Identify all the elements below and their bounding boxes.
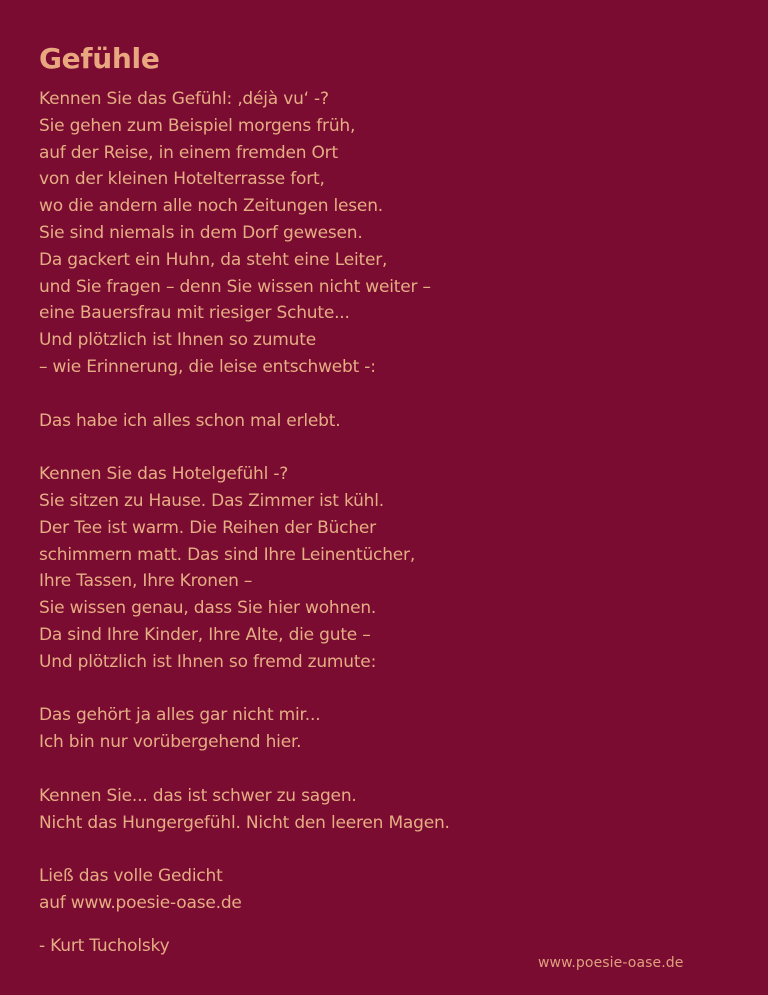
- poem-line: Sie gehen zum Beispiel morgens früh,: [39, 115, 356, 136]
- poem-line: auf der Reise, in einem fremden Ort: [39, 142, 338, 163]
- poem-stanza: [39, 863, 729, 917]
- poem-line: Ließ das volle Gedicht: [39, 866, 223, 887]
- poem-line: Und plötzlich ist Ihnen so zumute: [39, 330, 316, 351]
- poem-line: Ich bin nur vorübergehend hier.: [39, 732, 302, 753]
- poem-line: Der Tee ist warm. Die Reihen der Bücher: [39, 517, 376, 538]
- poem-line: und Sie fragen – denn Sie wissen nicht weiter –: [39, 276, 431, 297]
- poem-line: Das habe ich alles schon mal erlebt.: [39, 410, 341, 431]
- footer-website-url[interactable]: www.poesie-oase.de: [538, 955, 684, 971]
- poem-line: – wie Erinnerung, die leise entschwebt -:: [39, 356, 376, 377]
- poem-line: schimmern matt. Das sind Ihre Leinentücher,: [39, 544, 416, 565]
- poem-stanza: [39, 408, 729, 435]
- poem-line: Nicht das Hungergefühl. Nicht den leeren Magen.: [39, 812, 450, 833]
- poem-line: Kennen Sie... das ist schwer zu sagen.: [39, 785, 357, 806]
- poem-stanza: [39, 702, 729, 756]
- poem-line: Da sind Ihre Kinder, Ihre Alte, die gute –: [39, 624, 371, 645]
- poem-stanza: [39, 461, 729, 675]
- poem-stanza: [39, 783, 729, 837]
- poem-line: Das gehört ja alles gar nicht mir...: [39, 705, 321, 726]
- poem-author: - Kurt Tucholsky: [39, 936, 170, 956]
- poem-line: von der kleinen Hotelterrasse fort,: [39, 169, 325, 190]
- poem-line: auf www.poesie-oase.de: [39, 892, 242, 913]
- poem-line: Da gackert ein Huhn, da steht eine Leiter,: [39, 249, 388, 270]
- poem-line: wo die andern alle noch Zeitungen lesen.: [39, 196, 383, 217]
- poem-line: Und plötzlich ist Ihnen so fremd zumute:: [39, 651, 377, 672]
- poem-stanza: [39, 86, 729, 381]
- poem-title: Gefühle: [39, 42, 160, 75]
- poem-line: Sie sind niemals in dem Dorf gewesen.: [39, 222, 363, 243]
- poem-card: [39, 43, 729, 944]
- poem-line: eine Bauersfrau mit riesiger Schute...: [39, 303, 350, 324]
- poem-line: Kennen Sie das Gefühl: ‚déjà vu‘ -?: [39, 89, 329, 109]
- poem-line: Sie sitzen zu Hause. Das Zimmer ist kühl.: [39, 490, 384, 511]
- poem-line: Kennen Sie das Hotelgefühl -?: [39, 464, 289, 485]
- poem-line: Ihre Tassen, Ihre Kronen –: [39, 571, 253, 592]
- poem-body: [39, 86, 729, 917]
- poem-line: Sie wissen genau, dass Sie hier wohnen.: [39, 598, 377, 619]
